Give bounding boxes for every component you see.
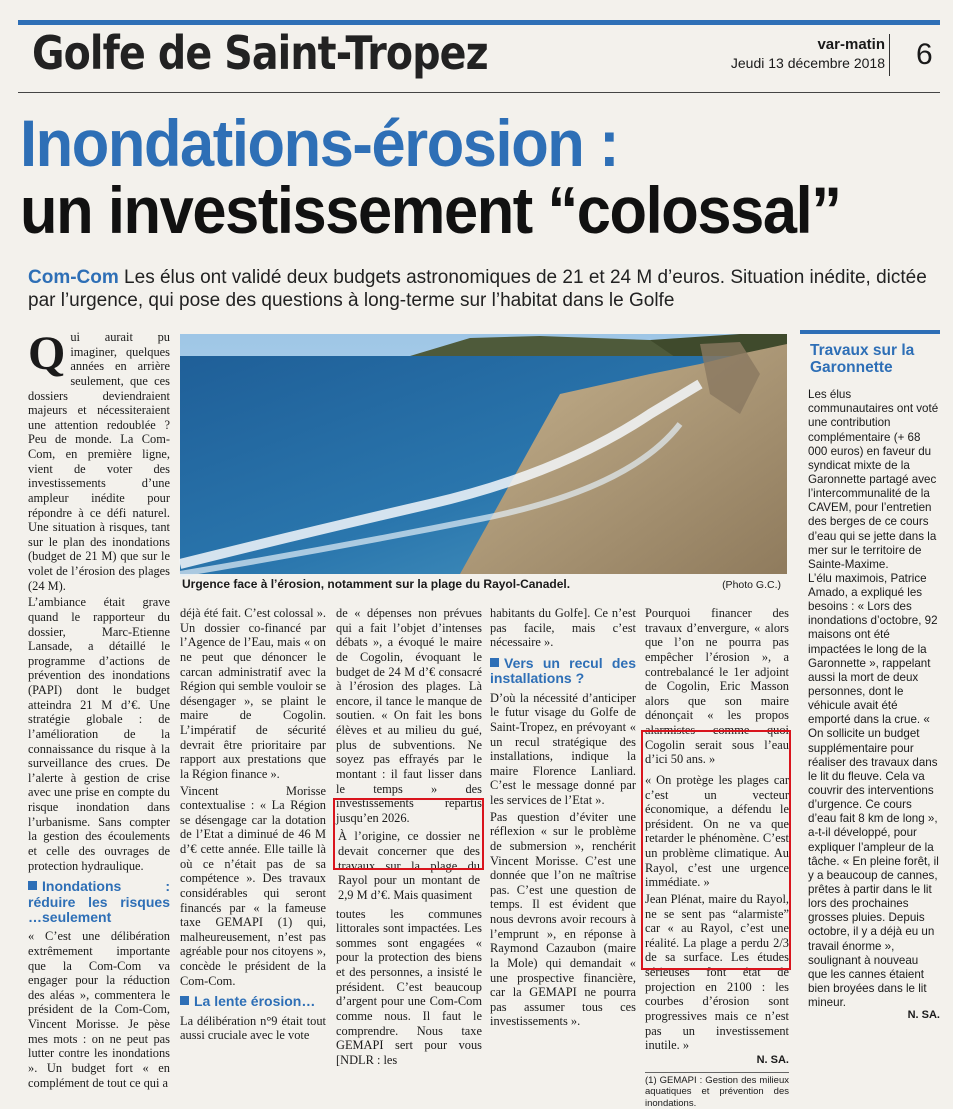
subheading xyxy=(180,994,326,1009)
paragraph xyxy=(28,327,170,593)
sidebar-title: Travaux sur la Garonnette xyxy=(810,342,915,377)
author-signature: N. SA. xyxy=(756,1053,789,1066)
masthead xyxy=(731,36,885,71)
paragraph: Pourquoi financer des travaux d’envergure, « alors que l’on ne pourra pas empêcher l’érosion », a contrebalancé le 1er adjoint de Cogolin, Eric Masson alors que son maire dénonçait « les propos alarmistes comme quoi Cogolin serait sous l’eau d’ici 50 ans. » xyxy=(645,606,789,767)
square-bullet-icon xyxy=(490,658,499,667)
author-signature: N. SA. xyxy=(907,1009,940,1022)
sidebar-box xyxy=(800,330,940,1022)
paragraph: de « dépenses non prévues qui a fait l’objet d’intenses débats », a évoqué le maire de Cogolin, évoquant le budget de 24 M d’€ consacré à l’érosion des plages. Là encore, il tance le manque de soutien. « On fait les bons élèves et au milieu du gué, plus de subventions. Ne soyez pas effrayés par le montant : il faut lisser dans le temps » des investissements répartis jusqu’en 2026. xyxy=(336,606,482,825)
paragraph: Pas question d’éviter une réflexion « sur le problème de submersion », renchérit Vincent Morisse. C’est une donnée que l’on ne maîtrise pas. C’est une question de temps. Il est évident que nous devrons avoir recours à l’emprunt », en réponse à Raymond Cazaubon (maire la Mole) qui demandait « une prospective financière, car la GEMAPI ne pourra pas assumer tous ces investissements ». xyxy=(490,809,636,1029)
dropcap: Q xyxy=(28,327,66,380)
beach-photo-image xyxy=(180,334,787,574)
paragraph: « C’est une délibération extrêmement importante que la Com-Com va engager pour la réduction des aléas », commentera le président de la Com-Com, Vincent Morisse. Je pèse mes mots : on ne peut pas lutter contre les inondations ». Un budget fort « en complément de tout ce qui a xyxy=(28,929,170,1090)
footnote: (1) GEMAPI : Gestion des milieux aquatiques et prévention des inondations. xyxy=(645,1072,789,1109)
highlight-box xyxy=(641,730,791,970)
subheading xyxy=(490,656,636,687)
headline-line-2: un investissement “colossal” xyxy=(20,173,841,248)
square-bullet-icon xyxy=(180,996,189,1005)
section-title: Golfe de Saint-Tropez xyxy=(32,26,488,80)
photo-credit: (Photo G.C.) xyxy=(722,579,781,591)
photo-caption-text: Urgence face à l’érosion, notamment sur la plage du Rayol-Canadel. xyxy=(182,577,571,591)
header-rule xyxy=(18,92,940,93)
boxed-paragraph: Jean Plénat, maire du Rayol, ne se sent pas “alarmiste” car « au Rayol, c’est une réalité. La plage a perdu 2/3 de sa surface. Les études sérieuses font état de projection en 2100 : les courbes d’érosion sont progressives mais ce n’est pas un investissement inutile. » xyxy=(645,891,789,1053)
headline xyxy=(20,106,876,248)
paragraph: D’où la nécessité d’anticiper le futur visage du Golfe de Saint-Tropez, en prévoyant « un recul stratégique des installations, indique la maire Florence Lanliard. C’est le message donné par les services de l’Etat ». xyxy=(490,690,636,808)
headline-line-1: Inondations-érosion : xyxy=(20,106,619,180)
sidebar-body xyxy=(808,388,940,1021)
standfirst-kicker: Com-Com xyxy=(28,267,119,288)
highlight-box xyxy=(333,798,484,870)
header-divider xyxy=(889,34,890,76)
issue-date: Jeudi 13 décembre 2018 xyxy=(730,55,885,71)
boxed-paragraph: À l’origine, ce dossier ne devait concerner que des travaux sur la plage du Rayol pour un montant de 2,9 M d’€. Mais quasiment xyxy=(338,829,480,902)
sidebar-paragraph: Les élus communautaires ont voté une contribution complémentaire (+ 68 000 euros) en faveur du syndicat mixte de la Garonnette partagé avec l’intercommunalité de la CAVEM, pour l’entretien des berges de ce cours d’eau qui se jette dans la mer sur le territoire de Sainte-Maxime. xyxy=(808,388,939,571)
boxed-paragraph: « On protège les plages car c’est un vecteur économique, a défendu le président. On ne va que retarder le phénomène. C’est un problème climatique. Au Rayol, c’est une urgence immédiate. » xyxy=(645,772,789,890)
newspaper-name: var-matin xyxy=(817,36,885,53)
sidebar-paragraph: L’élu maximois, Patrice Amado, a expliqué les besoins : « Lors des inondations d’octobre, 92 maisons ont été impactées le long de la Garonnette », rappelant aussi la mort de deux personnes, dont le véhicule avait été emporté dans la crue. « On sollicite un budget supplémentaire pour réaliser des travaux dans le lit du fleuve. Cela va couvrir des interventions d’urgence. Ce cours d’eau fait 8 km de long », a-t-il développé, pour expliquer l’ampleur de la tâche. « En pleine forêt, il y a beaucoup de cannes, prêtes à partir dans le lit lors des prochaines grosses pluies. Depuis octobre, il y a déjà eu un travail énorme », soulignant à nouveau que les cannes étaient bien broyées dans le lit mineur. xyxy=(808,571,939,1010)
standfirst xyxy=(28,266,938,313)
paragraph: La délibération n°9 était tout aussi cruciale avec le vote xyxy=(180,1013,326,1043)
paragraph: déjà été fait. C’est colossal ». Un dossier co-financé par l’Agence de l’Eau, mais « on ne peut que dénoncer le carcan administratif avec la Région qui semble vouloir se désengager », se plaint le maire de Cogolin. L’impératif de sécurité devrait être prioritaire par rapport aux prestations que la Région finance ». xyxy=(180,606,326,781)
photo-caption xyxy=(182,577,785,591)
paragraph: habitants du Golfe]. Ce n’est pas facile, mais c’est nécessaire ». xyxy=(490,606,636,650)
column-4 xyxy=(490,606,636,1029)
beach-photo xyxy=(180,334,787,574)
paragraph: toutes les communes littorales sont impactées. Les sommes sont engagées « pour la protection des biens et des personnes, a insisté le président. C’est beaucoup d’argent pour une Com-Com comme nous. Il faut le comprendre. Nous taxe GEMAPI sert pour vous [NDLR : les xyxy=(336,906,482,1067)
page-number: 6 xyxy=(916,38,933,71)
subheading-text: La lente érosion… xyxy=(194,993,316,1010)
paragraph: L’ambiance était grave quand le rapporteur du dossier, Marc-Etienne Lansade, a détaillé le programme d’actions de prévention des inondations (PAPI) dont le budget atteindra 21 M d’€. Une stratégie globale : de l’amélioration de la connaissance du risque à la surveillance des crues. De l’alerte à gestion de crise avec une prise en compte du risque inondation dans l’urbanisme. Sans compter la gestion des écoulements et celle des ouvrages de protection hydraulique. xyxy=(28,595,170,873)
subheading-text: Inondations : réduire les risques …seulement xyxy=(28,878,170,925)
paragraph-text: ui aurait pu imaginer, quelques années en arrière seulement, que ces dossiers deviendraient majeurs et nécessiteraient une attention redoublée ? Peu de monde. La Com-Com, en première ligne, vient de voter des investissements d’une ampleur inédite pour répondre à ce défi naturel. Une situation à risques, tant sur le plan des inondations (budget de 21 M) que sur le volet de l’érosion des plages (24 M). xyxy=(28,330,170,593)
standfirst-text: Les élus ont validé deux budgets astronomiques de 21 et 24 M d’euros. Situation inédite, dictée par l’urgence, qui pose des questions à long-terme sur l’habitat dans le Golfe xyxy=(28,267,927,312)
paragraph: Vincent Morisse contextualise : « La Région se désengage car la dotation de l’Etat a diminué de 46 M d’€ cette année. Elle taille là où ce n’était pas de sa compétence ». Des travaux considérables qui seront financés par « la fameuse taxe GEMAPI (1) qui, malheureusement, n’est pas agréable pour nos citoyens », concède le président de la Com-Com. xyxy=(180,783,326,988)
column-1 xyxy=(28,327,170,1090)
square-bullet-icon xyxy=(28,881,37,890)
subheading xyxy=(28,879,170,925)
subheading-text: Vers un recul des installations ? xyxy=(490,654,636,687)
top-rule xyxy=(18,20,940,25)
sidebar-rule xyxy=(800,330,940,334)
column-2 xyxy=(180,606,326,1043)
